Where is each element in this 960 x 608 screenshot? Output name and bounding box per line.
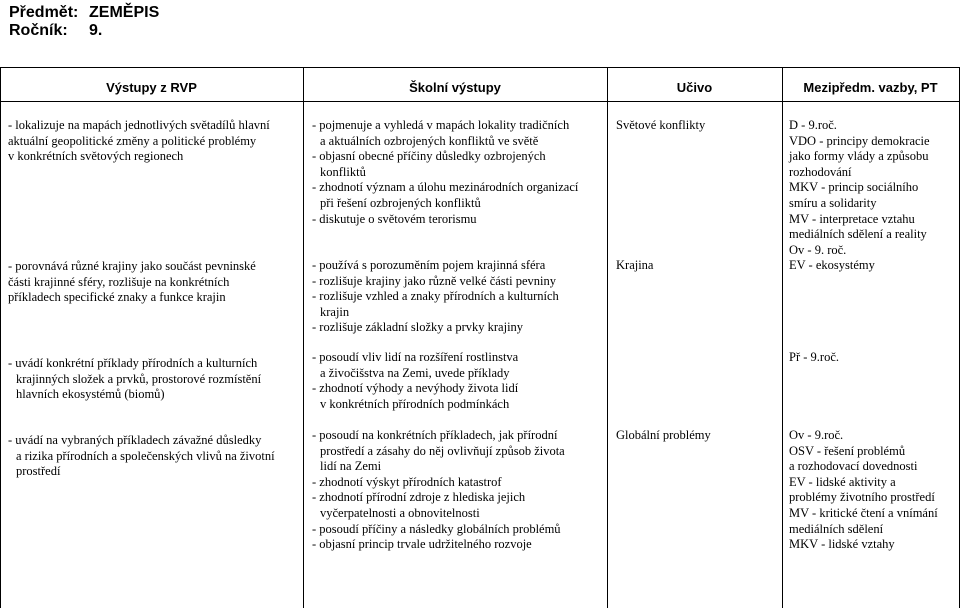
grade-line <box>9 21 102 40</box>
text-line: Krajina <box>616 258 654 272</box>
text-line: OSV - řešení problémů <box>789 443 906 458</box>
text-line: - uvádí konkrétní příklady přírodních a kulturních <box>8 356 258 370</box>
text-line: Př - 9.roč. <box>789 350 839 364</box>
text-line: VDO - principy demokracie <box>789 133 930 148</box>
text-line: problémy životního prostředí <box>789 490 935 505</box>
text-line: EV - ekosystémy <box>789 258 875 272</box>
text-line: - zhodnotí význam a úlohu mezinárodních organizací <box>312 180 579 195</box>
text-line: lidí na Zemi <box>320 459 382 474</box>
text-line: krajin <box>320 304 350 319</box>
text-line: MV - kritické čtení a vnímání <box>789 505 938 520</box>
cell-r4-skolni <box>312 428 565 553</box>
text-line: - zhodnotí přírodní zdroje z hlediska jejich <box>312 490 526 505</box>
column-divider-1 <box>303 67 304 608</box>
text-line: - rozlišuje krajiny jako různě velké části pevniny <box>312 273 557 288</box>
cell-r4-ucivo <box>616 428 711 444</box>
text-line: - rozlišuje vzhled a znaky přírodních a kulturních <box>312 289 559 304</box>
table-border-left <box>0 67 1 608</box>
text-line: - diskutuje o světovém terorismu <box>312 211 477 226</box>
text-line: - objasní princip trvale udržitelného rozvoje <box>312 537 532 552</box>
text-line: prostředí a zásahy do něj ovlivňují způsob života <box>320 443 565 458</box>
text-line: - uvádí na vybraných příkladech závažné důsledky <box>8 433 262 447</box>
text-line: a živočišstva na Zemi, uvede příklady <box>320 365 510 380</box>
column-divider-2 <box>607 67 608 608</box>
cell-r4-rvp <box>8 433 275 480</box>
text-line: vyčerpatelnosti a obnovitelnosti <box>320 505 480 520</box>
text-line: EV - lidské aktivity a <box>789 474 896 489</box>
cell-r3-rvp <box>8 356 261 403</box>
column-header-skolni: Školní výstupy <box>409 80 501 95</box>
text-line: MKV - lidské vztahy <box>789 537 895 552</box>
text-line: Ov - 9.roč. <box>789 428 844 442</box>
text-line: - pojmenuje a vyhledá v mapách lokality tradičních <box>312 118 570 132</box>
cell-r2-ucivo <box>616 258 653 274</box>
text-line: Globální problémy <box>616 428 711 442</box>
text-line: krajinných složek a prvků, prostorové rozmístění <box>16 371 262 386</box>
subject-line <box>9 3 159 22</box>
text-line: hlavních ekosystémů (biomů) <box>16 387 165 402</box>
cell-r3-vazby <box>789 350 839 366</box>
cell-r3-skolni <box>312 350 518 412</box>
text-line: aktuální geopolitické změny a politické problémy <box>8 133 257 148</box>
cell-r2-skolni <box>312 258 559 336</box>
text-line: prostředí <box>16 464 61 479</box>
text-line: - posoudí vliv lidí na rozšíření rostlinstva <box>312 350 519 364</box>
text-line: v konkrétních světových regionech <box>8 149 184 164</box>
text-line: mediálních sdělení a reality <box>789 227 927 242</box>
cell-r1-skolni <box>312 118 578 227</box>
text-line: - posoudí na konkrétních příkladech, jak přírodní <box>312 428 558 442</box>
text-line: příkladech specifické znaky a funkce krajin <box>8 290 226 305</box>
subject-value: ZEMĚPIS <box>89 4 160 21</box>
text-line: části krajinné sféry, rozlišuje na konkrétních <box>8 274 230 289</box>
column-header-rvp: Výstupy z RVP <box>106 80 197 95</box>
text-line: mediálních sdělení <box>789 521 884 536</box>
cell-r1-vazby <box>789 118 930 258</box>
subject-label: Předmět: <box>9 4 79 21</box>
cell-r1-ucivo <box>616 118 705 134</box>
text-line: MV - interpretace vztahu <box>789 211 915 226</box>
text-line: a aktuálních ozbrojených konfliktů ve světě <box>320 133 539 148</box>
column-divider-3 <box>782 67 783 608</box>
text-line: v konkrétních přírodních podmínkách <box>320 396 510 411</box>
text-line: při řešení ozbrojených konfliktů <box>320 195 481 210</box>
text-line: - zhodnotí výskyt přírodních katastrof <box>312 474 502 489</box>
text-line: Světové konflikty <box>616 118 706 132</box>
header-row-divider <box>0 101 960 102</box>
text-line: a rizika přírodních a společenských vlivů na životní <box>16 448 275 463</box>
grade-label: Ročník: <box>9 22 68 39</box>
text-line: MKV - princip sociálního <box>789 180 919 195</box>
table-border-top <box>0 67 960 68</box>
text-line: Ov - 9. roč. <box>789 242 847 257</box>
column-header-vazby: Mezipředm. vazby, PT <box>803 80 938 95</box>
text-line: - rozlišuje základní složky a prvky krajiny <box>312 320 524 335</box>
text-line: - porovnává různé krajiny jako součást pevninské <box>8 259 256 273</box>
text-line: smíru a solidarity <box>789 195 877 210</box>
text-line: jako formy vlády a způsobu <box>789 149 929 164</box>
cell-r2-rvp <box>8 259 256 306</box>
cell-r2-vazby <box>789 258 875 274</box>
text-line: a rozhodovací dovednosti <box>789 459 918 474</box>
text-line: - lokalizuje na mapách jednotlivých světadílů hlavní <box>8 118 270 132</box>
cell-r4-vazby <box>789 428 938 553</box>
column-header-ucivo: Učivo <box>676 80 713 95</box>
text-line: D - 9.roč. <box>789 118 837 132</box>
text-line: - používá s porozuměním pojem krajinná sféra <box>312 258 546 272</box>
grade-value: 9. <box>89 22 103 39</box>
cell-r1-rvp <box>8 118 270 165</box>
text-line: - posoudí příčiny a následky globálních problémů <box>312 521 561 536</box>
text-line: rozhodování <box>789 164 852 179</box>
text-line: - objasní obecné příčiny důsledky ozbrojených <box>312 149 546 164</box>
text-line: - zhodnotí výhody a nevýhody života lidí <box>312 381 519 396</box>
text-line: konfliktů <box>320 164 366 179</box>
